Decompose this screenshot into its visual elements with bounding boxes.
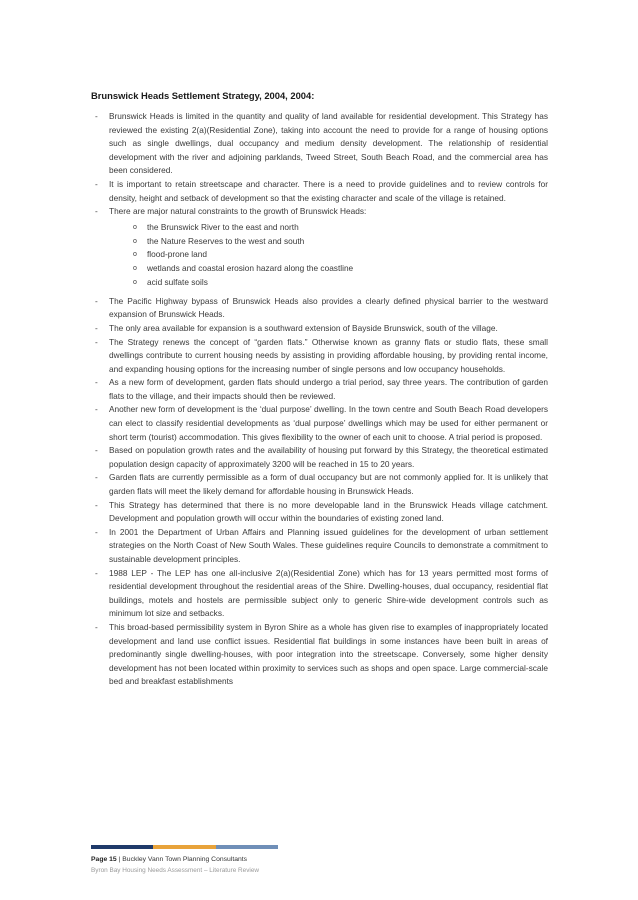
dash-marker: - [95,567,98,578]
bullet-item [91,295,548,322]
bullet-item [91,567,548,621]
constraint-item [109,248,548,262]
bullet-item [91,621,548,689]
circle-bullet-icon: o [133,278,137,286]
footer-bar-navy-segment [91,845,153,849]
dash-marker: - [95,621,98,632]
bullet-item [91,403,548,444]
bullet-item [91,178,548,205]
bullet-item [91,322,548,336]
bullet-list [91,110,548,689]
dash-marker: - [95,499,98,510]
constraint-text: the Nature Reserves to the west and south [147,235,305,246]
constraint-text: wetlands and coastal erosion hazard along the coastline [147,263,354,274]
dash-marker: - [95,111,98,121]
dash-marker: - [95,322,98,333]
dash-marker: - [95,404,98,415]
footer-bar-orange-segment [153,845,216,849]
bullet-text: Another new form of development is the ‘dual purpose’ dwelling. In the town centre and South Beach Road developers can elect to classify residential developments as ‘dual purpose’ dwellings which may be used for either permanent or short term (tourist) accommodation. This gives flexibility to the owner of each unit to choose. A trial period is proposed. [109,404,548,442]
bullet-item [91,110,548,178]
bullet-text: The Pacific Highway bypass of Brunswick Heads also provides a clearly defined physical barrier to the westward expansion of Brunswick Heads. [109,295,548,320]
footer-separator: | [116,856,123,863]
bullet-text: This Strategy has determined that there is no more developable land in the Brunswick Heads village catchment. Development and population growth will occur within the boundaries of existing zoned land. [109,499,548,524]
company-name: Buckley Vann Town Planning Consultants [122,856,248,863]
bullet-text: There are major natural constraints to the growth of Brunswick Heads: [109,206,367,217]
bullet-text: Based on population growth rates and the availability of housing put forward by this Strategy, the theoretical estimated population design capacity of approximately 3200 will be reached in 15 to 20 years. [109,445,548,469]
footer-document-subtitle: Byron Bay Housing Needs Assessment – Literature Review [91,867,260,874]
dash-marker: - [95,377,98,388]
bullet-text: Garden flats are currently permissible as a form of dual occupancy but are not commonly applied for. It is unlikely that garden flats will meet the likely demand for affordable housing in Brunswick Heads. [109,472,548,497]
section-heading: Brunswick Heads Settlement Strategy, 2004, 2004: [91,90,315,101]
bullet-item [91,499,548,526]
constraint-item [109,262,548,276]
document-body [91,110,548,689]
circle-bullet-icon: o [133,237,137,245]
circle-bullet-icon: o [133,251,137,259]
bullet-text: As a new form of development, garden flats should undergo a trial period, say three years. The contribution of garden flats to the village, and their impacts should then be reviewed. [109,377,548,401]
constraints-list [109,221,548,290]
dash-marker: - [95,472,98,483]
bullet-item [91,471,548,498]
bullet-text: In 2001 the Department of Urban Affairs and Planning issued guidelines for the development of urban settlement strategies on the North Coast of New South Wales. These guidelines require Councils to demonstrate a commitment to sustainable development principles. [109,526,548,565]
footer-bar-steel-segment [216,845,278,849]
footer-page-info [91,856,247,863]
dash-marker: - [95,295,98,306]
bullet-text: The Strategy renews the concept of “garden flats.” Otherwise known as granny flats or studio flats, these small dwellings contribute to current housing needs by assisting in providing affordable housing, by providing rental income, and expanding housing options for the increasing number of single persons and low occupancy households. [109,336,548,374]
circle-bullet-icon: o [133,223,137,231]
bullet-text: It is important to retain streetscape and character. There is a need to provide guidelines and to review controls for density, height and setback of development so that the existing character and scale of the village is retained. [109,178,548,203]
bullet-item [91,444,548,471]
bullet-item [91,205,548,290]
bullet-text: The only area available for expansion is a southward extension of Bayside Brunswick, south of the village. [109,322,498,333]
bullet-text: Brunswick Heads is limited in the quantity and quality of land available for residential development. This Strategy has reviewed the existing 2(a)(Residential Zone), taking into account the need to provide for a range of housing options such as single dwellings, dual occupancy and medium density development. The relationship of residential development with the river and adjoining parklands, Tweed Street, South Beach Road, and the commercial area has been considered. [109,111,548,176]
constraint-item [109,235,548,249]
footer-color-bar [91,845,278,849]
bullet-item [91,376,548,403]
circle-bullet-icon: o [133,265,137,273]
constraint-text: flood-prone land [147,249,207,260]
dash-marker: - [95,178,98,189]
constraint-text: the Brunswick River to the east and north [147,221,299,232]
dash-marker: - [95,336,98,347]
bullet-text: This broad-based permissibility system in Byron Shire as a whole has given rise to examples of inappropriately located development and land use conflict issues. Residential flat buildings in some instances have been built in areas of predominantly single dwelling-houses, with poor integration into the streetscape. Conversely, some higher density development has not been located within proximity to services such as shops and open space. Large commercial-scale bed and breakfast establishments [109,621,548,687]
constraint-item [109,221,548,235]
bullet-item [91,526,548,567]
bullet-item [91,336,548,377]
dash-marker: - [95,526,98,537]
bullet-text: 1988 LEP - The LEP has one all-inclusive 2(a)(Residential Zone) which has for 13 years permitted most forms of residential development throughout the residential areas of the Shire. Dwelling-houses, dual occupancy, residential flat buildings, motels and hostels are permissible subject only to generic Shire-wide development controls such as minimum lot size and setbacks. [109,567,548,619]
dash-marker: - [95,206,98,217]
constraint-item [109,276,548,290]
dash-marker: - [95,445,98,456]
constraint-text: acid sulfate soils [147,276,208,287]
page-number: Page 15 [91,856,117,863]
